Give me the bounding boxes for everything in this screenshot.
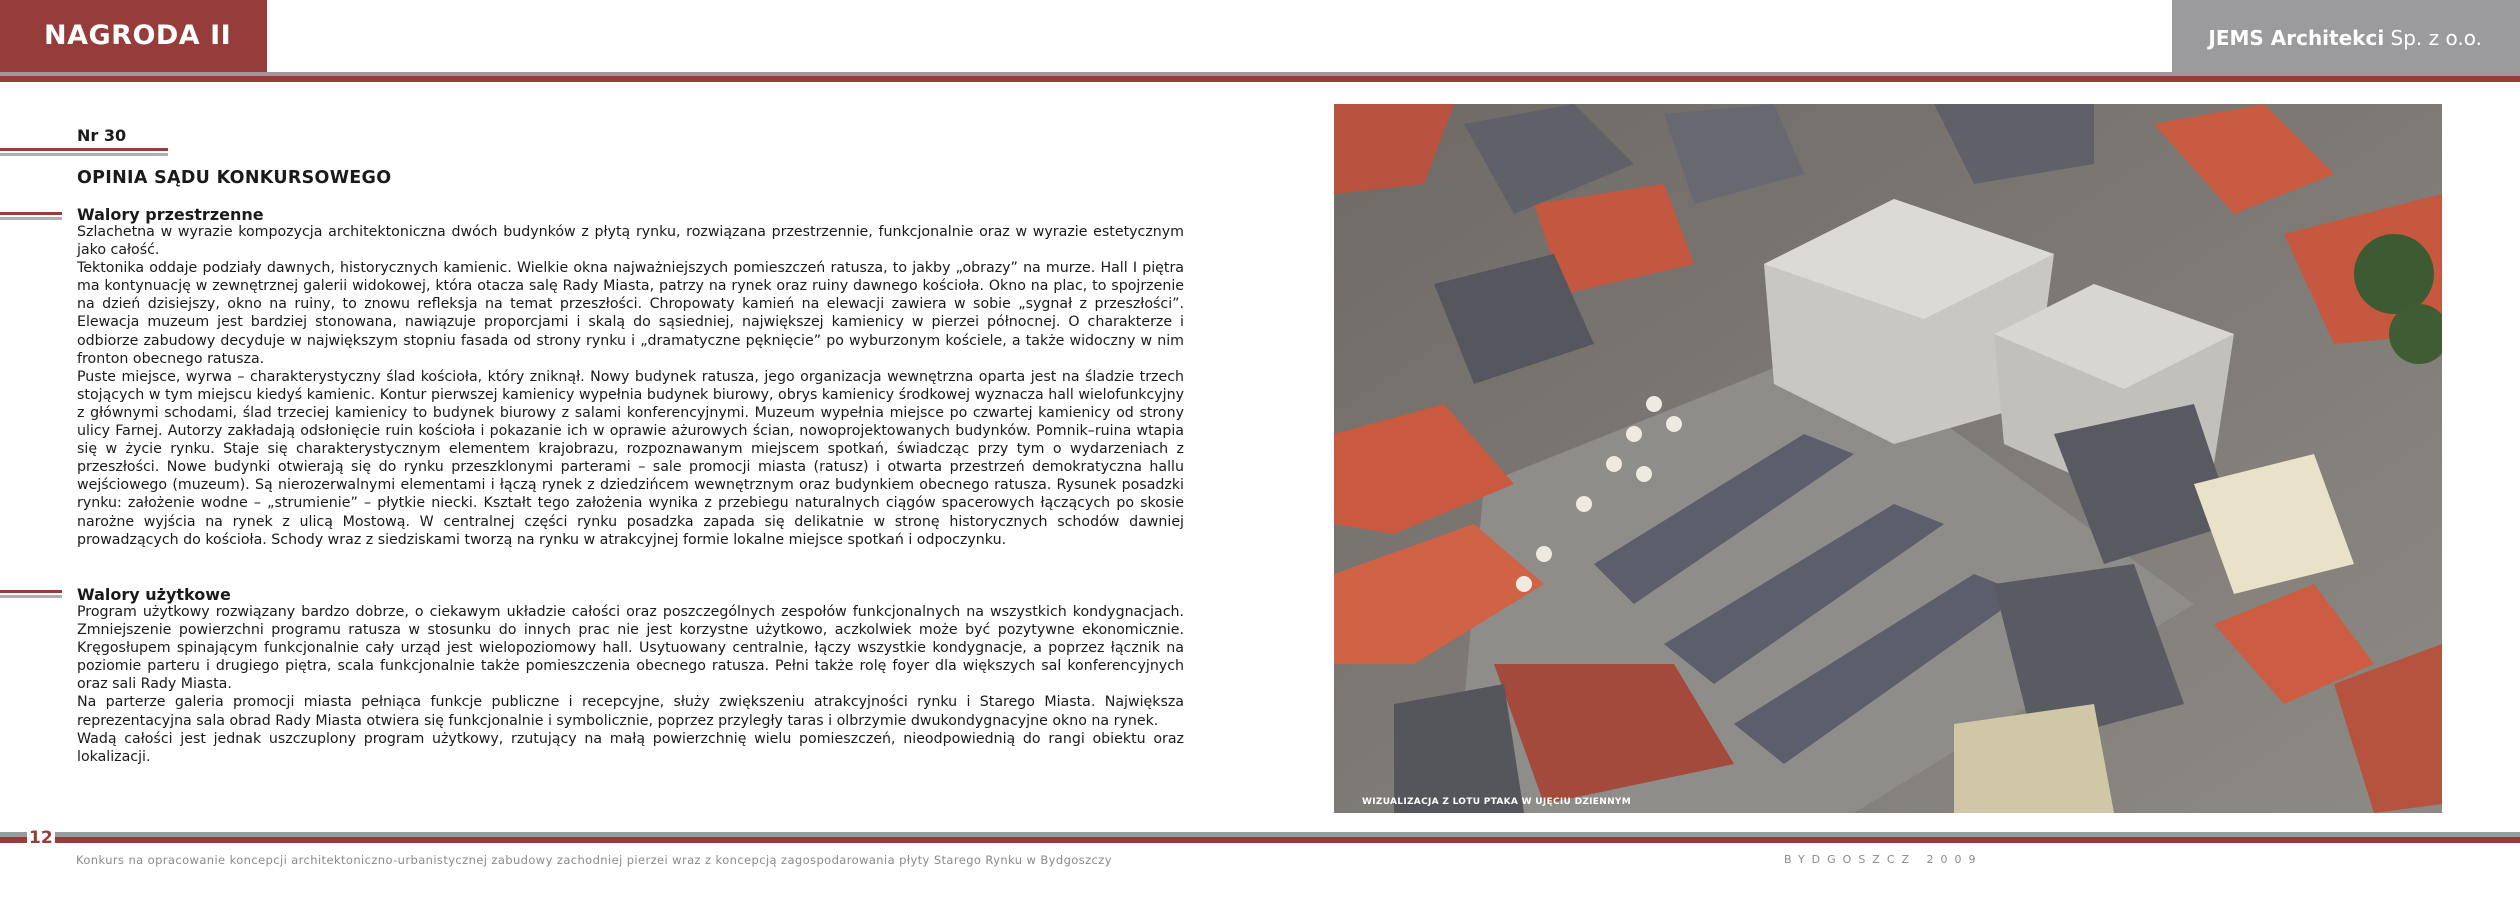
aerial-visualization-drawing [1334, 104, 2442, 813]
section-marker-grey [0, 217, 62, 220]
entry-number: Nr 30 [77, 126, 127, 145]
award-banner [0, 0, 267, 72]
paragraph: Program użytkowy rozwiązany bardzo dobrze, o ciekawym układzie całości oraz poszczególnych zespołów funkcjonalnych na wszystkich kondygnacjach. Zmniejszenie powierzchni programu ratusza w stosunku do innych prac nie jest korzystne użytkowo, aczkolwiek może być pozytywne ekonomicznie. Kręgosłupem spinającym funkcjonalnie cały urząd jest wielopoziomowy hall. Usytuowany centralnie, łączy wszystkie kondygnacje, a poprzez łącznik na poziomie parteru i drugiego piętra, scala funkcjonalnie także pomieszczenia obecnego ratusza. Pełni także rolę foyer dla większych sal konferencyjnych oraz sali Rady Miasta. [77, 604, 1184, 693]
entry-underline-grey [0, 153, 168, 156]
firm-name: JEMS Architekci [2208, 26, 2385, 50]
header-rule-red [0, 76, 2520, 82]
section-title: Walory użytkowe [77, 585, 231, 604]
page-number: 12 [29, 828, 53, 848]
page-heading: OPINIA SĄDU KONKURSOWEGO [77, 168, 392, 188]
section-spatial [77, 206, 1184, 549]
section-marker-red [0, 212, 62, 215]
section-functional [77, 586, 1184, 766]
image-caption: WIZUALIZACJA Z LOTU PTAKA W UJĘCIU DZIENNYM [1362, 797, 1631, 807]
section-title: Walory przestrzenne [77, 205, 264, 224]
paragraph: Szlachetna w wyrazie kompozycja architektoniczna dwóch budynków z płytą rynku, rozwiązana przestrzennie, funkcjonalnie oraz w wyrazie estetycznym jako całość. [77, 224, 1184, 259]
firm-banner [2172, 0, 2520, 72]
paragraph: Puste miejsce, wyrwa – charakterystyczny ślad kościoła, który zniknął. Nowy budynek ratusza, jego organizacja wewnętrzna oparta jest na śladzie trzech stojących w tym miejscu kiedyś kamienic. Kontur pierwszej kamienicy wypełnia budynek biurowy, obrys kamienicy środkowej wyznacza hall wielofunkcyjny z głównymi schodami, ślad trzeciej kamienicy to budynek biurowy z salami konferencyjnymi. Muzeum wypełnia miejsce po czwartej kamienicy od strony ulicy Farnej. Autorzy zakładają odsłonięcie ruin kościoła i pokazanie ich w oprawie ażurowych ścian, nowoprojektowanych budynków. Pomnik–ruina wtapia się w życie rynku. Staje się charakterystycznym elementem krajobrazu, rozpoznawanym miejscem spotkań, świadcząc przy tym o wydarzeniach z przeszłości. Nowe budynki otwierają się do rynku przeszklonymi parterami – sale promocji miasta (ratusz) i otwarta przestrzeń demokratyczna hallu wejściowego (muzeum). Są nierozerwalnymi elementami i łączą rynek z dziedzińcem wewnętrznym oraz budynkiem obecnego ratusza. Rysunek posadzki rynku: założenie wodne – „strumienie” – płytkie niecki. Kształt tego założenia wynika z przebiegu naturalnych ciągów spacerowych łączących po skosie narożne wyjścia na rynek z ulicą Mostową. W centralnej części rynku posadzka zapada się delikatnie w stronę historycznych schodów dawniej prowadzących do kościoła. Schody wraz z siedziskami tworzą na rynku w atrakcyjnej formie lokalne miejsce spotkań i odpoczynku. [77, 368, 1184, 548]
aerial-visualization [1334, 104, 2442, 813]
firm-suffix: Sp. z o.o. [2384, 26, 2482, 50]
award-title: NAGRODA II [44, 20, 232, 51]
entry-underline-red [0, 148, 168, 151]
paragraph: Wadą całości jest jednak uszczuplony program użytkowy, rzutujący na małą powierzchnię wielu pomieszczeń, nieodpowiednią do rangi obiektu oraz lokalizacji. [77, 730, 1184, 765]
competition-title: Konkurs na opracowanie koncepcji architektoniczno-urbanistycznej zabudowy zachodniej pierzei wraz z koncepcją zagospodarowania płyty Starego Rynku w Bydgoszczy [76, 853, 1112, 867]
paragraph: Tektonika oddaje podziały dawnych, historycznych kamienic. Wielkie okna najważniejszych pomieszczeń ratusza, to jakby „obrazy” na murze. Hall I piętra ma kontynuację w zewnętrznej galerii widokowej, która otacza salę Rady Miasta, patrzy na rynek oraz ruiny dawnego kościoła. Okno na plac, to spojrzenie na dzień dzisiejszy, okno na ruiny, to znowu refleksja na temat przeszłości. Chropowaty kamień na elewacji zawiera w sobie „sygnał z przeszłości”. Elewacja muzeum jest bardziej stonowana, nawiązuje proporcjami i skalą do sąsiedniej, największej kamienicy w pierzei północnej. O charakterze i odbiorze zabudowy decyduje w największym stopniu fasada od strony rynku i „dramatyczne pęknięcie” po wyburzonym kościele, a także widoczny w nim fronton obecnego ratusza. [77, 260, 1184, 367]
section-marker-grey [0, 595, 62, 598]
paragraph: Na parterze galeria promocji miasta pełniąca funkcje publiczne i recepcyjne, służy zwiększeniu atrakcyjności rynku i Starego Miasta. Największa reprezentacyjna sala obrad Rady Miasta otwiera się funkcjonalnie i symbolicznie, poprzez przyległy taras i olbrzymie dwukondygnacyjne okno na rynek. [77, 694, 1184, 729]
footer-rule-red [0, 837, 2520, 843]
place-year: BYDGOSZCZ 2009 [1784, 853, 1983, 866]
section-marker-red [0, 590, 62, 593]
